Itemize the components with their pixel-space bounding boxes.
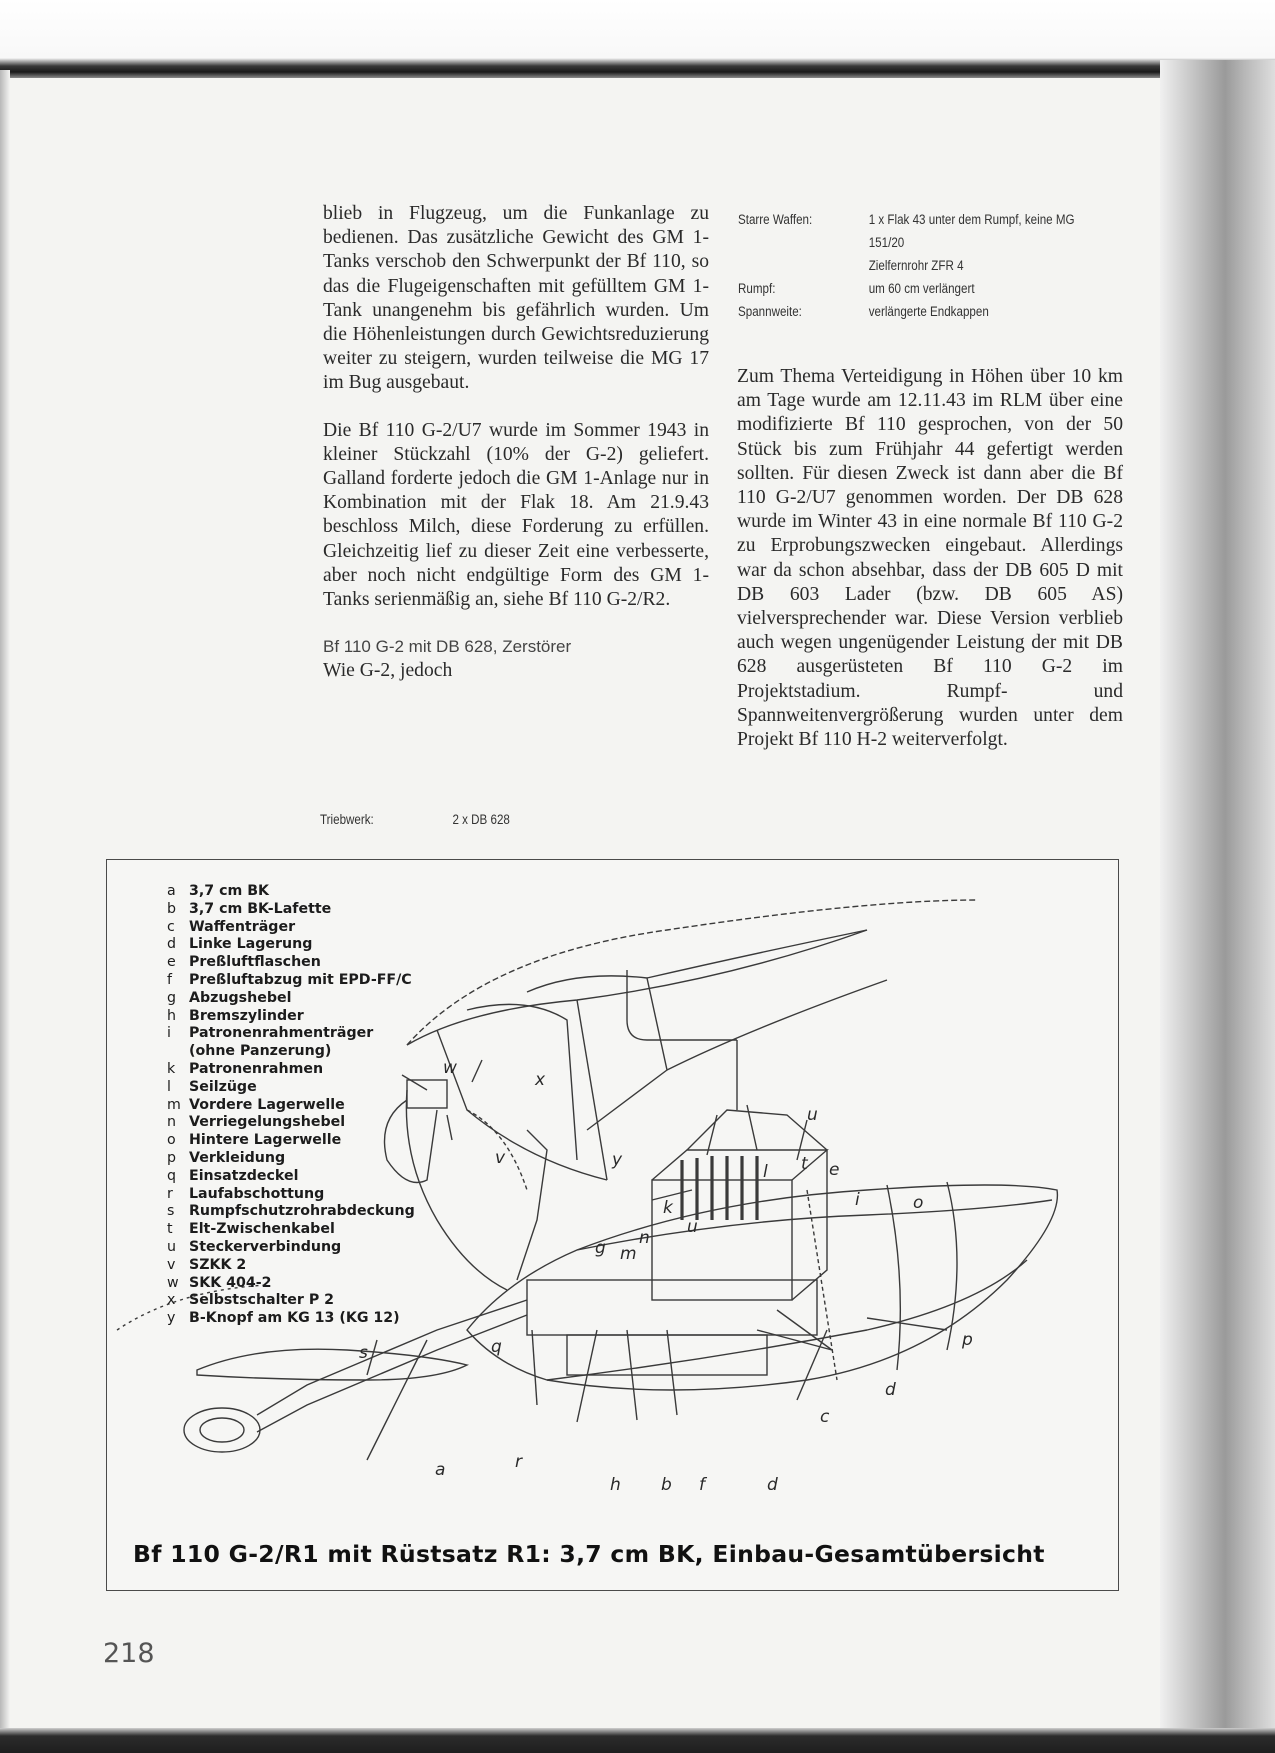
scan-left-edge [0, 70, 10, 1730]
callout-label: t [801, 1154, 808, 1174]
callout-label: u [687, 1217, 698, 1237]
legend-item [167, 1168, 497, 1186]
spec-value: um 60 cm verlängert [868, 281, 975, 296]
legend-text: Waffenträger [189, 918, 296, 935]
callout-label: d [885, 1380, 896, 1400]
callout-label: g [595, 1238, 606, 1258]
callout-label: w [443, 1058, 457, 1078]
callout-label: q [491, 1337, 502, 1357]
legend-text: SZKK 2 [189, 1256, 247, 1273]
legend-item [167, 1257, 497, 1275]
left-paragraph-1: blieb in Flugzeug, um die Funkanlage zu bedienen. Das zusätzliche Gewicht des GM 1-Tanks verschob den Schwerpunkt der Bf 110, so das die Flugeigenschaften mit gefülltem GM 1-Tank unangenehm bis gefährlich wurden. Um die Höhenleistungen durch Gewichtsreduzierung weiter zu steigern, wurden teilweise die MG 17 im Bug ausgebaut. [323, 203, 709, 394]
legend-item [167, 883, 497, 901]
legend-item [167, 936, 497, 954]
legend-text: SKK 404-2 [189, 1274, 272, 1291]
legend-text: Patronenrahmenträger [189, 1025, 374, 1042]
legend-item [167, 1221, 497, 1239]
legend-text: Verriegelungshebel [189, 1114, 346, 1131]
callout-label: l [763, 1162, 768, 1182]
spec-value: 151/20 [868, 235, 905, 250]
legend-item [167, 1114, 497, 1132]
callout-label: y [612, 1150, 623, 1170]
legend-key: f [167, 971, 172, 988]
page-number: 218 [103, 1638, 155, 1669]
legend-item [167, 1203, 497, 1221]
figure-caption: Bf 110 G-2/R1 mit Rüstsatz R1: 3,7 cm BK, Einbau-Gesamtübersicht [133, 1540, 1045, 1568]
legend-item [167, 1097, 497, 1115]
callout-label: a [435, 1460, 446, 1480]
spec-label [738, 231, 869, 254]
spec-row [738, 277, 1108, 300]
legend-item [167, 1150, 497, 1168]
spec-label: Rumpf: [738, 281, 776, 296]
spec-label: Spannweite: [738, 304, 802, 319]
callout-label: r [515, 1452, 522, 1472]
callout-label: o [913, 1193, 924, 1213]
legend-key [167, 1043, 189, 1061]
spec-row [738, 300, 1108, 323]
callout-label: u [807, 1105, 818, 1125]
legend-key: a [167, 883, 176, 899]
spec-label: Starre Waffen: [738, 212, 813, 227]
technical-figure [106, 859, 1119, 1591]
legend-key: q [167, 1167, 177, 1184]
legend-item [167, 901, 497, 919]
legend-item [167, 1132, 497, 1150]
right-column [737, 365, 1123, 775]
right-spec-table [738, 208, 1168, 323]
legend-item [167, 1292, 497, 1310]
legend-key: h [167, 1007, 176, 1024]
spec-row [738, 208, 1108, 231]
legend-text: Preßluftflaschen [189, 954, 321, 971]
right-paragraph-1: Zum Thema Verteidigung in Höhen über 10 km am Tage wurde am 12.11.43 im RLM über eine modifizierte Bf 110 gesprochen, von der 50 Stück bis zum Frühjahr 44 gefertigt werden sollten. Für diesen Zweck ist dann aber die Bf 110 G-2/U7 genommen worden. Der DB 628 wurde im Winter 43 in eine normale Bf 110 G-2 zu Erprobungszwecken eingebaut. Allerdings war da schon absehbar, dass der DB 605 D mit DB 603 Lader (bzw. DB 605 AS) vielversprechender war. Diese Version verblieb auch wegen ungenügender Leistung der mit DB 628 ausgerüsteten Bf 110 G-2 im Projektstadium. Rumpf- und Spannweitenvergrößerung wurden unter dem Projekt Bf 110 H-2 weiterverfolgt. [737, 366, 1123, 751]
legend-text: Abzugshebel [189, 989, 292, 1006]
spec-row [320, 812, 578, 827]
spec-row [738, 231, 1108, 254]
legend-text: Hintere Lagerwelle [189, 1132, 342, 1149]
legend-key: g [167, 989, 177, 1006]
callout-label: i [855, 1190, 860, 1210]
legend-text: Vordere Lagerwelle [189, 1096, 345, 1113]
callout-label: v [495, 1148, 506, 1168]
left-column [323, 202, 709, 707]
callout-label: d [767, 1475, 778, 1495]
legend-key: b [167, 900, 177, 917]
legend-item [167, 990, 497, 1008]
callout-label: x [535, 1070, 546, 1090]
legend-text: 3,7 cm BK-Lafette [189, 900, 332, 917]
legend-text: 3,7 cm BK [189, 883, 270, 899]
left-spec-table [320, 812, 620, 827]
legend-item [167, 972, 497, 990]
legend-key: r [167, 1185, 173, 1202]
legend-text: (ohne Panzerung) [189, 1043, 332, 1060]
scan-top-shadow [0, 0, 1275, 78]
callout-label: p [962, 1330, 973, 1350]
spec-value: 2 x DB 628 [452, 812, 510, 827]
callout-label: e [829, 1160, 840, 1180]
legend-key: p [167, 1149, 177, 1166]
legend-item [167, 1079, 497, 1097]
legend-item [167, 1025, 497, 1043]
legend-text: Laufabschottung [189, 1185, 325, 1202]
callout-label: m [620, 1244, 637, 1264]
section-heading: Bf 110 G-2 mit DB 628, Zerstörer [323, 637, 572, 657]
legend-key: c [167, 918, 175, 935]
legend-key: m [167, 1096, 181, 1113]
figure-legend [167, 883, 497, 1328]
legend-key: x [167, 1292, 176, 1309]
book-spine-shadow [1160, 60, 1275, 1753]
legend-key: k [167, 1060, 176, 1077]
legend-item [167, 1275, 497, 1293]
legend-key: n [167, 1114, 176, 1131]
legend-key: y [167, 1310, 176, 1327]
spec-label: Triebwerk: [320, 812, 374, 827]
scan-bottom-shadow [0, 1728, 1275, 1753]
legend-key: o [167, 1132, 176, 1149]
callout-label: h [610, 1475, 621, 1495]
legend-item [167, 1310, 497, 1328]
legend-key: e [167, 954, 176, 971]
left-paragraph-2: Die Bf 110 G-2/U7 wurde im Sommer 1943 in kleiner Stückzahl (10% der G-2) geliefert. Galland forderte jedoch die GM 1-Anlage nur in Kombination mit der Flak 18. Am 21.9.43 beschloss Milch, diese Forderung zu erfüllen. Gleichzeitig lief zu dieser Zeit eine verbesserte, aber noch nicht endgültige Form des GM 1-Tanks serienmäßig an, siehe Bf 110 G-2/R2. [323, 419, 709, 611]
legend-item [167, 1186, 497, 1204]
legend-item [167, 919, 497, 937]
legend-text: Elt-Zwischenkabel [189, 1221, 335, 1238]
legend-text: Verkleidung [189, 1149, 286, 1166]
legend-key: s [167, 1203, 175, 1220]
spec-value: 1 x Flak 43 unter dem Rumpf, keine MG [868, 212, 1075, 227]
legend-item [167, 1008, 497, 1026]
legend-item [167, 1239, 497, 1257]
legend-text: Bremszylinder [189, 1007, 304, 1024]
legend-key: l [167, 1078, 171, 1095]
legend-key: t [167, 1221, 173, 1238]
callout-label: f [699, 1475, 705, 1495]
spec-value: verlängerte Endkappen [868, 304, 989, 319]
spec-label [738, 254, 869, 277]
callout-label: b [661, 1475, 672, 1495]
legend-text: Patronenrahmen [189, 1060, 324, 1077]
legend-key: u [167, 1238, 176, 1255]
legend-text: B-Knopf am KG 13 (KG 12) [189, 1310, 400, 1327]
legend-text: Einsatzdeckel [189, 1167, 299, 1184]
legend-key: i [167, 1025, 171, 1042]
section-subheading: Wie G-2, jedoch [323, 660, 453, 682]
legend-text: Rumpfschutzrohrabdeckung [189, 1203, 415, 1220]
legend-key: w [167, 1274, 179, 1291]
legend-text: Steckerverbindung [189, 1238, 342, 1255]
legend-key: v [167, 1256, 176, 1273]
callout-label: n [639, 1228, 650, 1248]
legend-text: Seilzüge [189, 1078, 257, 1095]
callout-label: k [663, 1198, 673, 1218]
legend-text: Linke Lagerung [189, 936, 313, 953]
legend-item [167, 954, 497, 972]
callout-label: c [820, 1407, 830, 1427]
legend-text: Selbstschalter P 2 [189, 1292, 335, 1309]
spec-row [738, 254, 1108, 277]
legend-key: d [167, 936, 177, 953]
callout-label: s [359, 1343, 368, 1363]
legend-text: Preßluftabzug mit EPD-FF/C [189, 971, 412, 988]
spec-value: Zielfernrohr ZFR 4 [868, 258, 964, 273]
